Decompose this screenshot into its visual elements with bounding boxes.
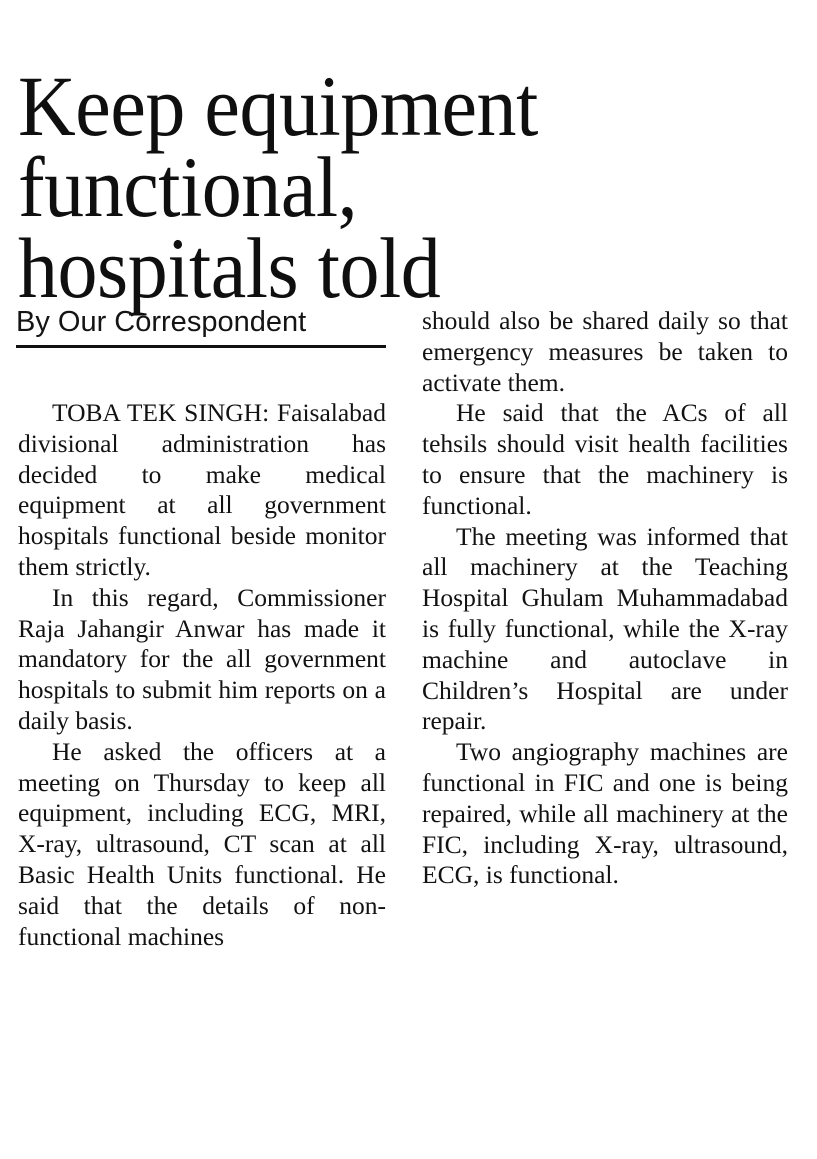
byline-block (16, 305, 386, 348)
headline-line-1: Keep equipment (18, 57, 538, 154)
byline-divider (16, 345, 386, 348)
headline-line-3: hospitals told (18, 219, 441, 316)
paragraph: He asked the officers at a meeting on Thursday to keep all equipment, including ECG, MRI, X-ray, ultrasound, CT scan at all Basic Health Units functional. He said that the details of non-functional machines (18, 736, 386, 951)
article-column-left (18, 398, 386, 952)
paragraph: In this regard, Commissioner Raja Jahangir Anwar has made it mandatory for the all government hospitals to submit him reports on a daily basis. (18, 582, 386, 735)
paragraph: He said that the ACs of all tehsils should visit health facilities to ensure that the machinery is functional. (422, 398, 788, 520)
paragraph: The meeting was informed that all machinery at the Teaching Hospital Ghulam Muhammadabad is fully functional, while the X-ray machine and autoclave in Children’s Hospital are under repair. (422, 521, 788, 736)
article-column-right (422, 306, 788, 891)
paragraph: TOBA TEK SINGH: Faisalabad divisional administration has decided to make medical equipment at all government hospitals functional beside monitor them strictly. (18, 398, 386, 581)
byline: By Our Correspondent (16, 306, 307, 338)
paragraph: Two angiography machines are functional in FIC and one is being repaired, while all machinery at the FIC, including X-ray, ultrasound, ECG, is functional. (422, 737, 788, 890)
page-headline (18, 57, 725, 316)
paragraph: should also be shared daily so that emergency measures be taken to activate them. (422, 306, 788, 397)
headline-line-2: functional, (18, 138, 358, 235)
